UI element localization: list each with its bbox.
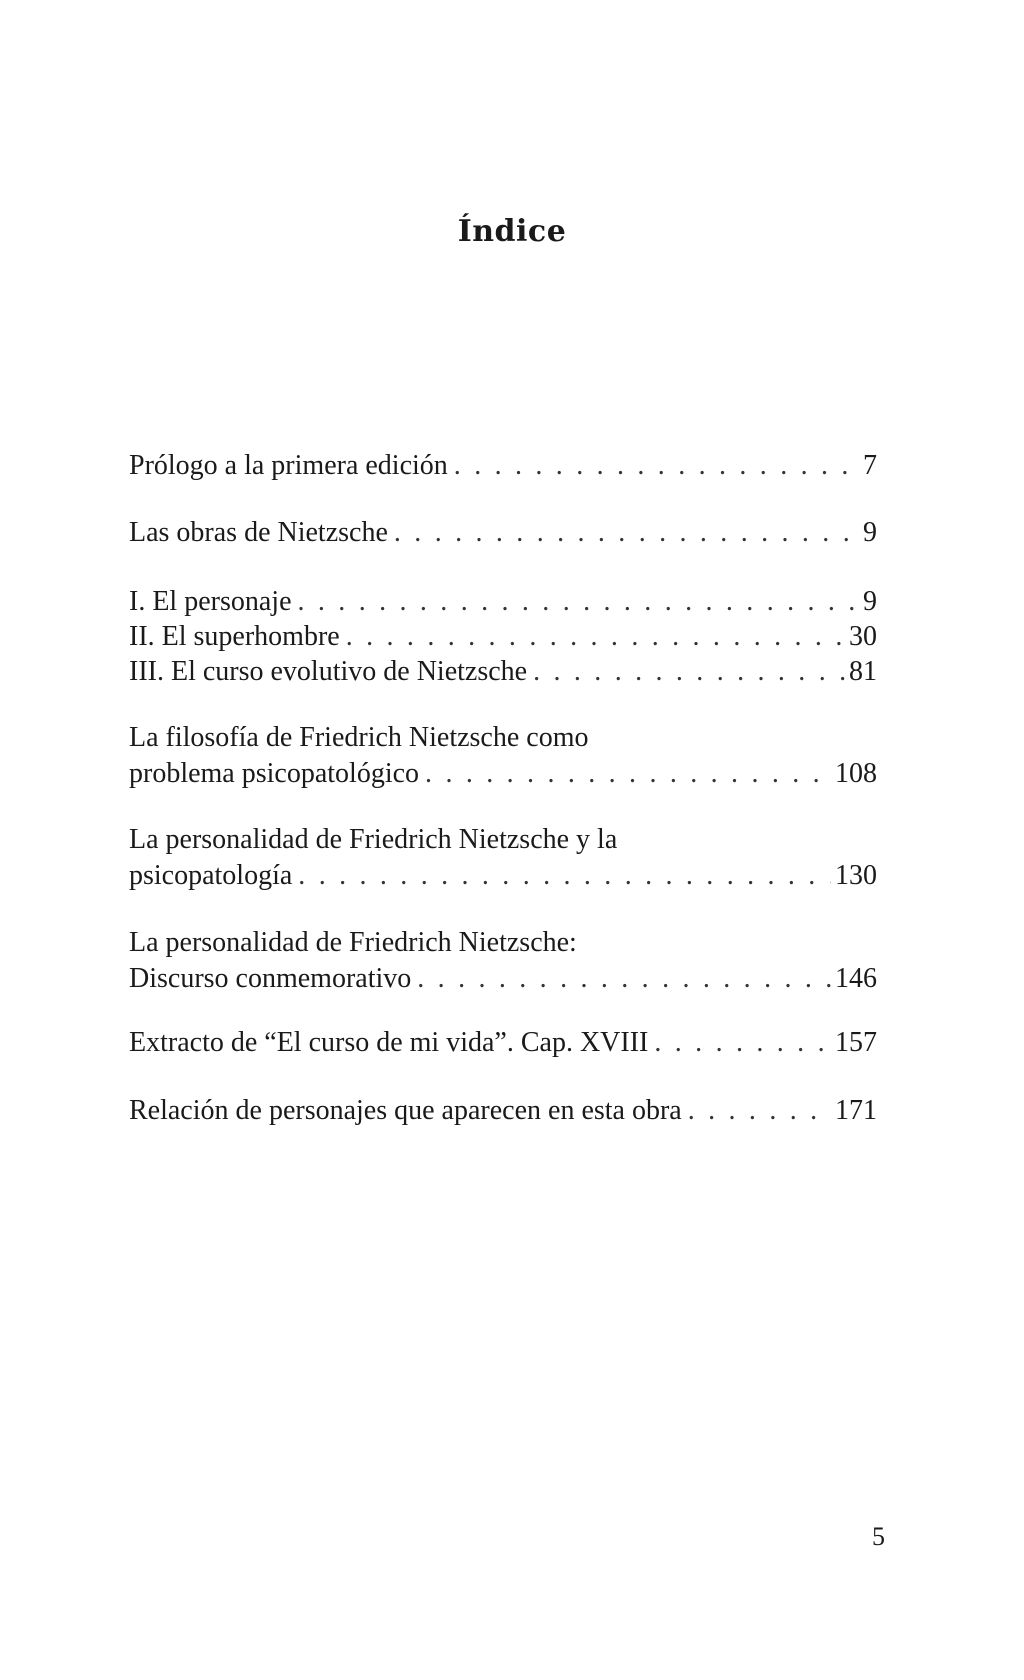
toc-entry-page: 157 xyxy=(835,1027,877,1058)
toc-entry-relacion[interactable] xyxy=(129,1093,877,1129)
toc-entry-discurso[interactable] xyxy=(129,925,877,997)
toc-entry-page: 108 xyxy=(835,758,877,789)
dot-leader xyxy=(298,858,831,894)
toc-entry-page: 130 xyxy=(835,860,877,891)
toc-entry-title: Extracto de “El curso de mi vida”. Cap. XVIII xyxy=(129,1027,649,1058)
toc-entry-title-line: La personalidad de Friedrich Nietzsche y la xyxy=(129,824,618,855)
toc-entry-title: Relación de personajes que aparecen en esta obra xyxy=(129,1095,682,1126)
toc-entry-personalidad-psicopatologia[interactable] xyxy=(129,822,877,894)
toc-entry-extracto[interactable] xyxy=(129,1025,877,1061)
page-number: 5 xyxy=(872,1522,885,1551)
toc-entry-title-line: La personalidad de Friedrich Nietzsche: xyxy=(129,927,577,958)
toc-entry-title: Prólogo a la primera edición xyxy=(129,450,448,481)
toc-entry-page: 9 xyxy=(863,586,877,617)
toc-entry-title: Las obras de Nietzsche xyxy=(129,517,388,548)
toc-entry-curso-evolutivo[interactable] xyxy=(129,654,877,690)
toc-entry-title: psicopatología xyxy=(129,860,293,891)
toc-entry-superhombre[interactable] xyxy=(129,619,877,655)
toc-entry-title: III. El curso evolutivo de Nietzsche xyxy=(129,656,528,687)
page-title: Índice xyxy=(457,214,567,249)
dot-leader xyxy=(417,961,831,997)
toc-entry-personaje[interactable] xyxy=(129,584,877,620)
toc-entry-title: Discurso conmemorativo xyxy=(129,963,412,994)
dot-leader xyxy=(298,584,860,620)
toc-entry-prologo[interactable] xyxy=(129,448,877,484)
toc-entry-page: 30 xyxy=(849,621,877,652)
toc-entry-filosofia[interactable] xyxy=(129,720,877,792)
toc-entry-page: 146 xyxy=(835,963,877,994)
dot-leader xyxy=(454,448,859,484)
toc-entry-page: 171 xyxy=(835,1095,877,1126)
dot-leader xyxy=(688,1093,831,1129)
toc-entry-page: 9 xyxy=(863,517,877,548)
toc-entry-page: 81 xyxy=(849,656,877,687)
toc-entry-title: I. El personaje xyxy=(129,586,292,617)
dot-leader xyxy=(425,756,831,792)
toc-entry-title: problema psicopatológico xyxy=(129,758,420,789)
dot-leader xyxy=(394,515,859,551)
toc-entry-title-line: La filosofía de Friedrich Nietzsche como xyxy=(129,722,589,753)
toc-entry-obras[interactable] xyxy=(129,515,877,551)
toc-entry-title: II. El superhombre xyxy=(129,621,340,652)
dot-leader xyxy=(533,654,845,690)
dot-leader xyxy=(346,619,845,655)
toc-entry-page: 7 xyxy=(863,450,877,481)
dot-leader xyxy=(654,1025,831,1061)
